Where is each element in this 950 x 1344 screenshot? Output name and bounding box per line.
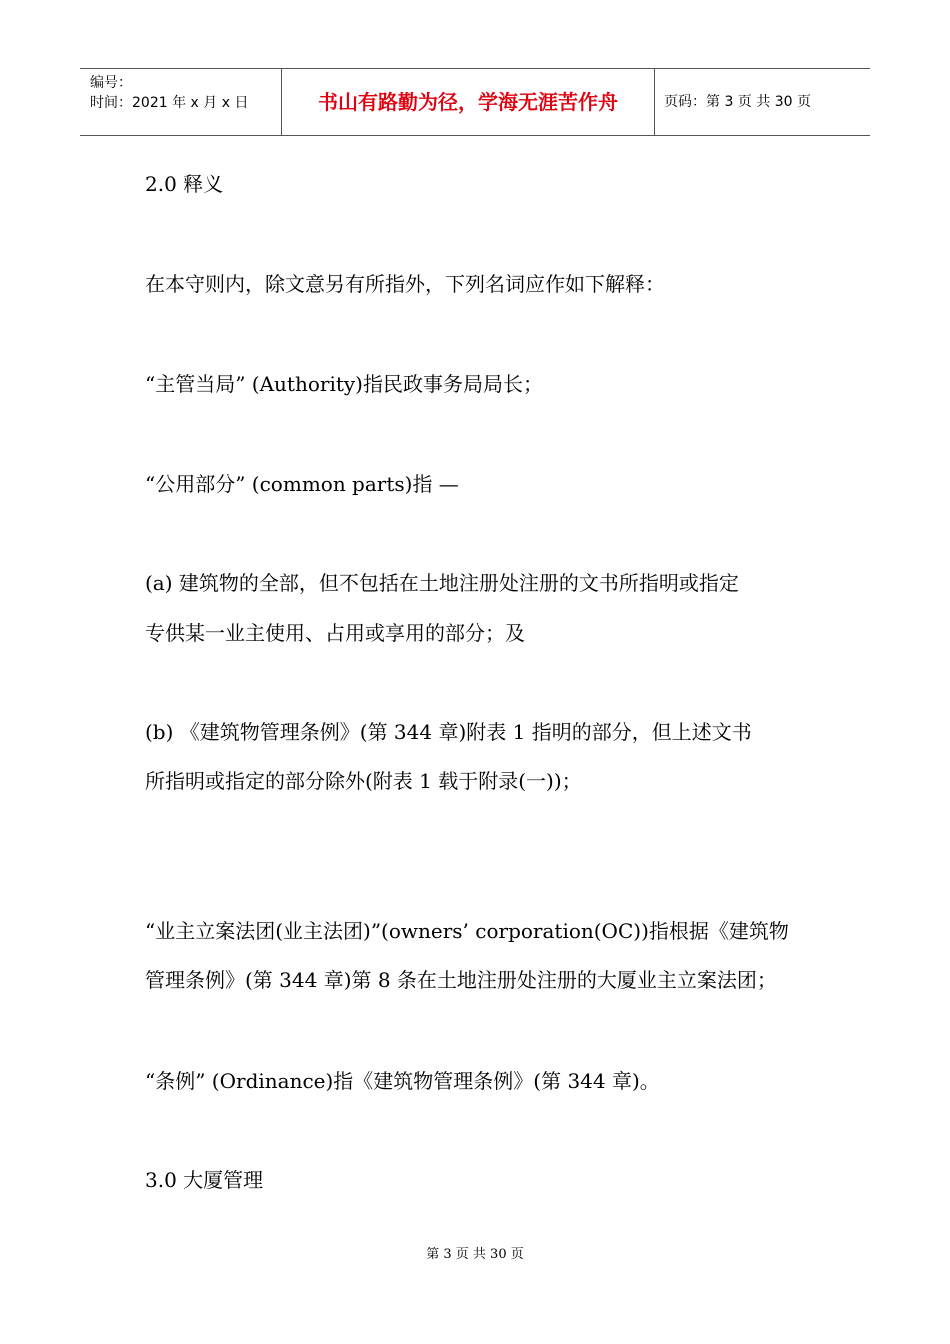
page-footer: 第 3 页 共 30 页 (426, 1247, 524, 1262)
header-motto: 书山有路勤为径，学海无涯苦作舟 (318, 90, 618, 114)
definition-owners-corporation-continued: 管理条例》(第 344 章)第 8 条在土地注册处注册的大厦业主立案法团； (145, 968, 777, 992)
section-heading: 2.0 释义 (145, 172, 224, 196)
definition-item-a: (a) 建筑物的全部，但不包括在土地注册处注册的文书所指明或指定 (145, 571, 739, 595)
definition-ordinance: “条例” (Ordinance)指《建筑物管理条例》(第 344 章)。 (145, 1069, 660, 1093)
definition-item-a-continued: 专供某一业主使用、占用或享用的部分；及 (145, 621, 525, 645)
definition-common-parts: “公用部分” (common parts)指 — (145, 472, 459, 496)
definition-item-b: (b) 《建筑物管理条例》(第 344 章)附表 1 指明的部分，但上述文书 (145, 720, 752, 744)
page-header (80, 68, 870, 136)
paragraph: 在本守则内，除文意另有所指外，下列名词应作如下解释： (145, 272, 665, 296)
section-heading: 3.0 大厦管理 (145, 1168, 264, 1192)
definition-owners-corporation: “业主立案法团(业主法团)”(owners’ corporation(OC))指根据《建筑物 (145, 919, 789, 943)
document-number-label: 编号： (90, 75, 132, 91)
document-date: 时间：2021 年 x 月 x 日 (90, 95, 249, 111)
definition-item-b-continued: 所指明或指定的部分除外(附表 1 载于附录(一))； (145, 769, 582, 793)
definition-authority: “主管当局” (Authority)指民政事务局局长； (145, 372, 543, 396)
header-divider (654, 69, 655, 136)
header-page-info: 页码：第 3 页 共 30 页 (664, 94, 811, 110)
header-meta (90, 73, 280, 113)
